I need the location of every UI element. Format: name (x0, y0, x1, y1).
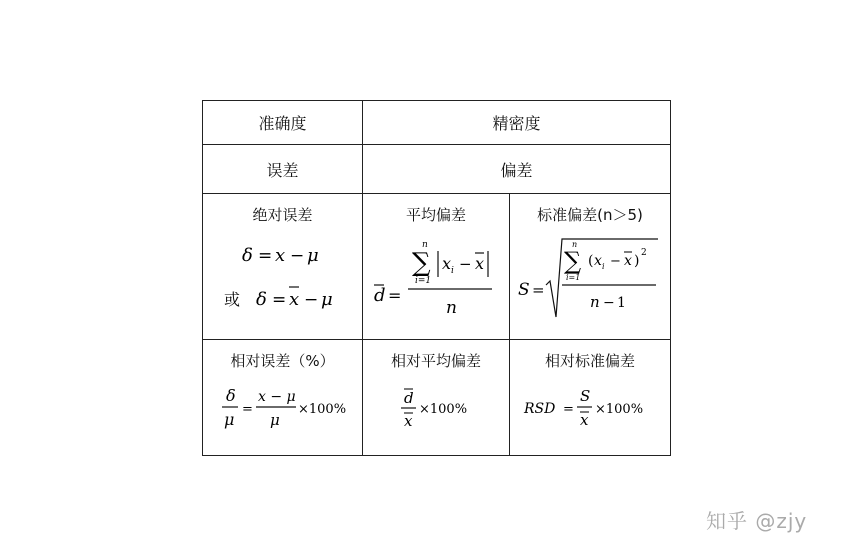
delta-symbol: δ (241, 245, 253, 266)
x-bar-3: x (624, 253, 632, 269)
equals-sign-6: = (563, 402, 574, 417)
relative-mean-deviation-label: 相对平均偏差 (390, 352, 481, 370)
delta-symbol-2: δ (255, 289, 267, 310)
x-symbol: x (274, 245, 285, 266)
watermark-text: 知乎 @zjy (706, 509, 808, 533)
sum-upper-2: n (572, 240, 578, 249)
minus-sign-3: − (458, 255, 472, 273)
comparison-table (202, 100, 671, 456)
std-deviation-cell (510, 194, 671, 340)
sum-sign-2: ∑ (564, 247, 582, 275)
std-deviation-label: 标准偏差(n＞5) (537, 206, 643, 224)
minus-sign-2: − (303, 290, 318, 310)
equals-sign-5: = (241, 402, 253, 417)
relative-mean-deviation-cell (363, 340, 510, 456)
exponent-2: 2 (641, 248, 647, 258)
error-cell: 误差 (203, 145, 363, 194)
mu-symbol-2: μ (320, 289, 333, 310)
mean-deviation-label: 平均偏差 (405, 206, 466, 224)
mean-deviation-cell (363, 194, 510, 340)
equals-sign: = (257, 246, 272, 266)
equals-sign-4: = (532, 281, 545, 299)
x-bar-den-2: x (580, 411, 589, 429)
equals-sign-3: = (387, 286, 401, 305)
x-bar-symbol: x (288, 289, 299, 310)
subscript-i: i (450, 266, 454, 276)
s-symbol: S (518, 280, 530, 300)
one-digit: 1 (617, 295, 626, 311)
s-num: S (580, 387, 591, 405)
d-bar-num: d (403, 389, 414, 407)
sum-upper: n (421, 240, 428, 250)
relative-std-deviation-cell (510, 340, 671, 456)
n-minus: n (590, 293, 600, 311)
accuracy-header: 准确度 (203, 101, 363, 145)
relative-std-deviation-label: 相对标准偏差 (545, 352, 636, 370)
x-bar-den: x (403, 412, 412, 430)
paren-open: ( (588, 253, 594, 269)
relative-error-label: 相对误差（%） (230, 352, 335, 370)
percent-factor-3: ×100% (595, 402, 644, 417)
absolute-error-cell (203, 194, 363, 340)
subscript-i-2: i (602, 262, 605, 271)
d-bar-symbol: d (373, 285, 386, 306)
formula-table (202, 100, 670, 446)
absolute-error-formulas (204, 225, 362, 335)
absolute-error-label: 绝对误差 (252, 206, 313, 224)
percent-factor-2: ×100% (418, 402, 467, 417)
std-deviation-formula (510, 225, 670, 335)
x-i: x (441, 254, 451, 273)
rsd-symbol: RSD (524, 401, 556, 417)
n-denominator: n (445, 298, 457, 318)
x-minus-mu: x − μ (257, 389, 296, 405)
percent-factor-1: ×100% (297, 402, 346, 417)
mu-den: μ (223, 410, 234, 429)
x-bar-2: x (474, 254, 484, 273)
minus-sign: − (289, 246, 304, 266)
mu-den-2: μ (269, 411, 280, 429)
equals-sign-2: = (271, 290, 286, 310)
mean-deviation-formula (364, 225, 509, 335)
x-i-2: x (594, 253, 602, 269)
deviation-cell: 偏差 (363, 145, 671, 194)
minus-sign-5: − (603, 295, 615, 311)
paren-close: ) (634, 253, 640, 269)
precision-header: 精密度 (363, 101, 671, 145)
relative-mean-deviation-formula (364, 371, 509, 451)
sum-lower: i=1 (414, 276, 431, 286)
delta-num: δ (225, 386, 236, 405)
or-word: 或 (223, 290, 240, 309)
sum-sign: ∑ (411, 248, 431, 278)
mu-symbol: μ (306, 245, 319, 266)
relative-std-deviation-formula (510, 371, 670, 451)
minus-sign-4: − (610, 254, 621, 269)
relative-error-cell (203, 340, 363, 456)
sum-lower-2: i=1 (566, 273, 581, 282)
relative-error-formula (204, 371, 362, 451)
